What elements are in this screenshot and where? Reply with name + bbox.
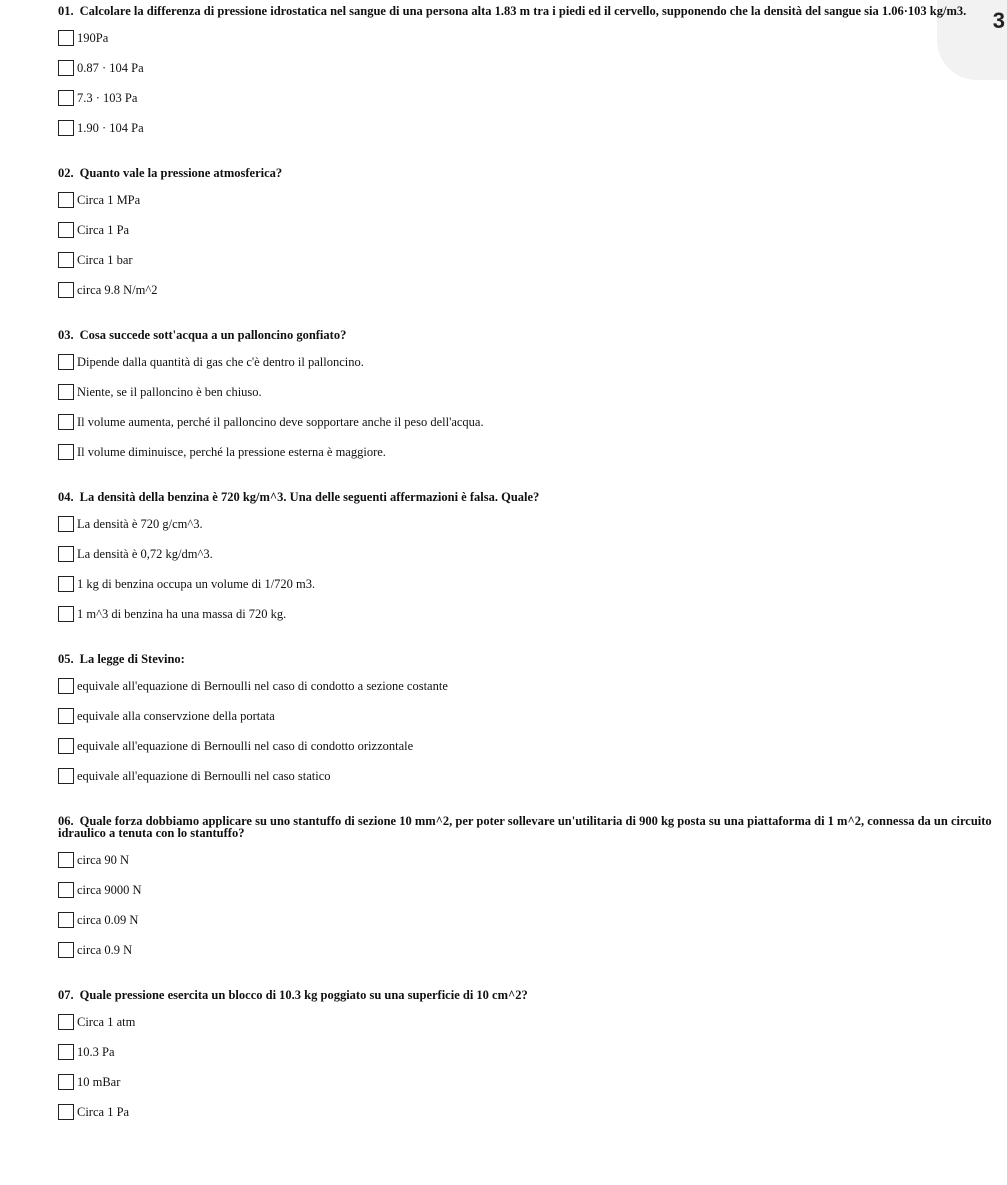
answer-checkbox[interactable] bbox=[58, 882, 74, 898]
answer-checkbox[interactable] bbox=[58, 192, 74, 208]
answer-option[interactable] bbox=[58, 437, 1003, 467]
answer-option[interactable] bbox=[58, 53, 1003, 83]
answer-option[interactable] bbox=[58, 1097, 1003, 1127]
question-number: 03. bbox=[58, 328, 74, 342]
question-block bbox=[58, 653, 1003, 791]
answer-label: equivale all'equazione di Bernoulli nel caso di condotto a sezione costante bbox=[77, 678, 448, 693]
answer-checkbox[interactable] bbox=[58, 30, 74, 46]
answer-option[interactable] bbox=[58, 935, 1003, 965]
answer-checkbox[interactable] bbox=[58, 1104, 74, 1120]
question-text: Quale pressione esercita un blocco di 10.3 kg poggiato su una superficie di 10 cm^2? bbox=[79, 988, 528, 1002]
answer-label: equivale all'equazione di Bernoulli nel caso statico bbox=[77, 768, 331, 783]
answer-checkbox[interactable] bbox=[58, 516, 74, 532]
question-block bbox=[58, 5, 1003, 143]
answer-checkbox[interactable] bbox=[58, 546, 74, 562]
answer-checkbox[interactable] bbox=[58, 1074, 74, 1090]
answer-label: La densità è 0,72 kg/dm^3. bbox=[77, 546, 213, 561]
answer-checkbox[interactable] bbox=[58, 90, 74, 106]
page-number-fragment: 3 bbox=[992, 8, 1005, 33]
answer-label: La densità è 720 g/cm^3. bbox=[77, 516, 203, 531]
question-block bbox=[58, 491, 1003, 629]
answer-option[interactable] bbox=[58, 701, 1003, 731]
answer-checkbox[interactable] bbox=[58, 942, 74, 958]
answer-checkbox[interactable] bbox=[58, 576, 74, 592]
answer-checkbox[interactable] bbox=[58, 708, 74, 724]
answer-option[interactable] bbox=[58, 23, 1003, 53]
answer-option[interactable] bbox=[58, 509, 1003, 539]
answer-label: circa 0.9 N bbox=[77, 942, 133, 957]
answer-label: 1 kg di benzina occupa un volume di 1/720 m3. bbox=[77, 576, 316, 591]
answer-label: circa 9.8 N/m^2 bbox=[77, 282, 158, 297]
answer-option[interactable] bbox=[58, 875, 1003, 905]
answer-label: Dipende dalla quantità di gas che c'è dentro il palloncino. bbox=[77, 354, 364, 369]
answer-option[interactable] bbox=[58, 599, 1003, 629]
answer-label: 1.90 · 104 Pa bbox=[77, 120, 144, 135]
question-text: Quanto vale la pressione atmosferica? bbox=[79, 166, 283, 180]
answer-option[interactable] bbox=[58, 671, 1003, 701]
answer-checkbox[interactable] bbox=[58, 606, 74, 622]
answer-label: Circa 1 MPa bbox=[77, 192, 141, 207]
question-text: Cosa succede sott'acqua a un palloncino gonfiato? bbox=[79, 328, 347, 342]
question-title bbox=[58, 5, 1003, 17]
answer-checkbox[interactable] bbox=[58, 1014, 74, 1030]
question-title bbox=[58, 167, 1003, 179]
answer-label: Circa 1 Pa bbox=[77, 222, 130, 237]
answer-option[interactable] bbox=[58, 905, 1003, 935]
answer-label: Circa 1 bar bbox=[77, 252, 133, 267]
answer-option[interactable] bbox=[58, 539, 1003, 569]
answer-checkbox[interactable] bbox=[58, 444, 74, 460]
answer-option[interactable] bbox=[58, 761, 1003, 791]
question-number: 01. bbox=[58, 4, 74, 18]
question-number: 06. bbox=[58, 814, 74, 828]
answer-label: 10.3 Pa bbox=[77, 1044, 115, 1059]
answer-option[interactable] bbox=[58, 185, 1003, 215]
answer-option[interactable] bbox=[58, 569, 1003, 599]
question-block bbox=[58, 989, 1003, 1127]
question-title bbox=[58, 329, 1003, 341]
question-number: 04. bbox=[58, 490, 74, 504]
question-number: 02. bbox=[58, 166, 74, 180]
answer-label: circa 0.09 N bbox=[77, 912, 139, 927]
answer-checkbox[interactable] bbox=[58, 384, 74, 400]
question-title bbox=[58, 653, 1003, 665]
answer-option[interactable] bbox=[58, 215, 1003, 245]
answer-checkbox[interactable] bbox=[58, 912, 74, 928]
question-title bbox=[58, 989, 1003, 1001]
answer-option[interactable] bbox=[58, 113, 1003, 143]
answer-checkbox[interactable] bbox=[58, 1044, 74, 1060]
question-text: Quale forza dobbiamo applicare su uno stantuffo di sezione 10 mm^2, per poter sollevare un'utilitaria di 900 kg posta su una piattaforma di 1 m^2, connessa da un circuito idraulico a tenuta con lo stantuffo? bbox=[58, 814, 992, 840]
question-text: La legge di Stevino: bbox=[79, 652, 185, 666]
answer-checkbox[interactable] bbox=[58, 852, 74, 868]
answer-option[interactable] bbox=[58, 731, 1003, 761]
answer-checkbox[interactable] bbox=[58, 414, 74, 430]
answer-label: Il volume diminuisce, perché la pressione esterna è maggiore. bbox=[77, 444, 386, 459]
answer-label: Circa 1 atm bbox=[77, 1014, 136, 1029]
answer-option[interactable] bbox=[58, 407, 1003, 437]
question-block bbox=[58, 329, 1003, 467]
answer-option[interactable] bbox=[58, 1007, 1003, 1037]
answer-option[interactable] bbox=[58, 377, 1003, 407]
answer-label: circa 9000 N bbox=[77, 882, 142, 897]
answer-option[interactable] bbox=[58, 275, 1003, 305]
question-block bbox=[58, 815, 1003, 965]
question-number: 07. bbox=[58, 988, 74, 1002]
question-title bbox=[58, 815, 1003, 839]
answer-checkbox[interactable] bbox=[58, 120, 74, 136]
answer-option[interactable] bbox=[58, 1037, 1003, 1067]
quiz-container bbox=[58, 5, 1003, 1151]
answer-checkbox[interactable] bbox=[58, 738, 74, 754]
answer-option[interactable] bbox=[58, 1067, 1003, 1097]
answer-label: 7.3 · 103 Pa bbox=[77, 90, 138, 105]
question-text: Calcolare la differenza di pressione idrostatica nel sangue di una persona alta 1.83 m tra i piedi ed il cervello, supponendo che la densità del sangue sia 1.06·103 kg/m3. bbox=[79, 4, 967, 18]
answer-label: equivale all'equazione di Bernoulli nel caso di condotto orizzontale bbox=[77, 738, 414, 753]
answer-label: circa 90 N bbox=[77, 852, 130, 867]
answer-option[interactable] bbox=[58, 245, 1003, 275]
answer-checkbox[interactable] bbox=[58, 222, 74, 238]
question-title bbox=[58, 491, 1003, 503]
answer-label: 1 m^3 di benzina ha una massa di 720 kg. bbox=[77, 606, 287, 621]
answer-option[interactable] bbox=[58, 347, 1003, 377]
answer-option[interactable] bbox=[58, 845, 1003, 875]
answer-checkbox[interactable] bbox=[58, 252, 74, 268]
question-text: La densità della benzina è 720 kg/m^3. Una delle seguenti affermazioni è falsa. Quale? bbox=[79, 490, 540, 504]
answer-label: 0.87 · 104 Pa bbox=[77, 60, 144, 75]
answer-checkbox[interactable] bbox=[58, 282, 74, 298]
answer-option[interactable] bbox=[58, 83, 1003, 113]
question-number: 05. bbox=[58, 652, 74, 666]
question-block bbox=[58, 167, 1003, 305]
answer-checkbox[interactable] bbox=[58, 354, 74, 370]
answer-checkbox[interactable] bbox=[58, 678, 74, 694]
answer-label: 190Pa bbox=[77, 30, 109, 45]
answer-label: Niente, se il palloncino è ben chiuso. bbox=[77, 384, 262, 399]
answer-checkbox[interactable] bbox=[58, 768, 74, 784]
answer-label: equivale alla conservzione della portata bbox=[77, 708, 275, 723]
answer-label: 10 mBar bbox=[77, 1074, 121, 1089]
answer-checkbox[interactable] bbox=[58, 60, 74, 76]
answer-label: Circa 1 Pa bbox=[77, 1104, 130, 1119]
answer-label: Il volume aumenta, perché il palloncino deve sopportare anche il peso dell'acqua. bbox=[77, 414, 484, 429]
